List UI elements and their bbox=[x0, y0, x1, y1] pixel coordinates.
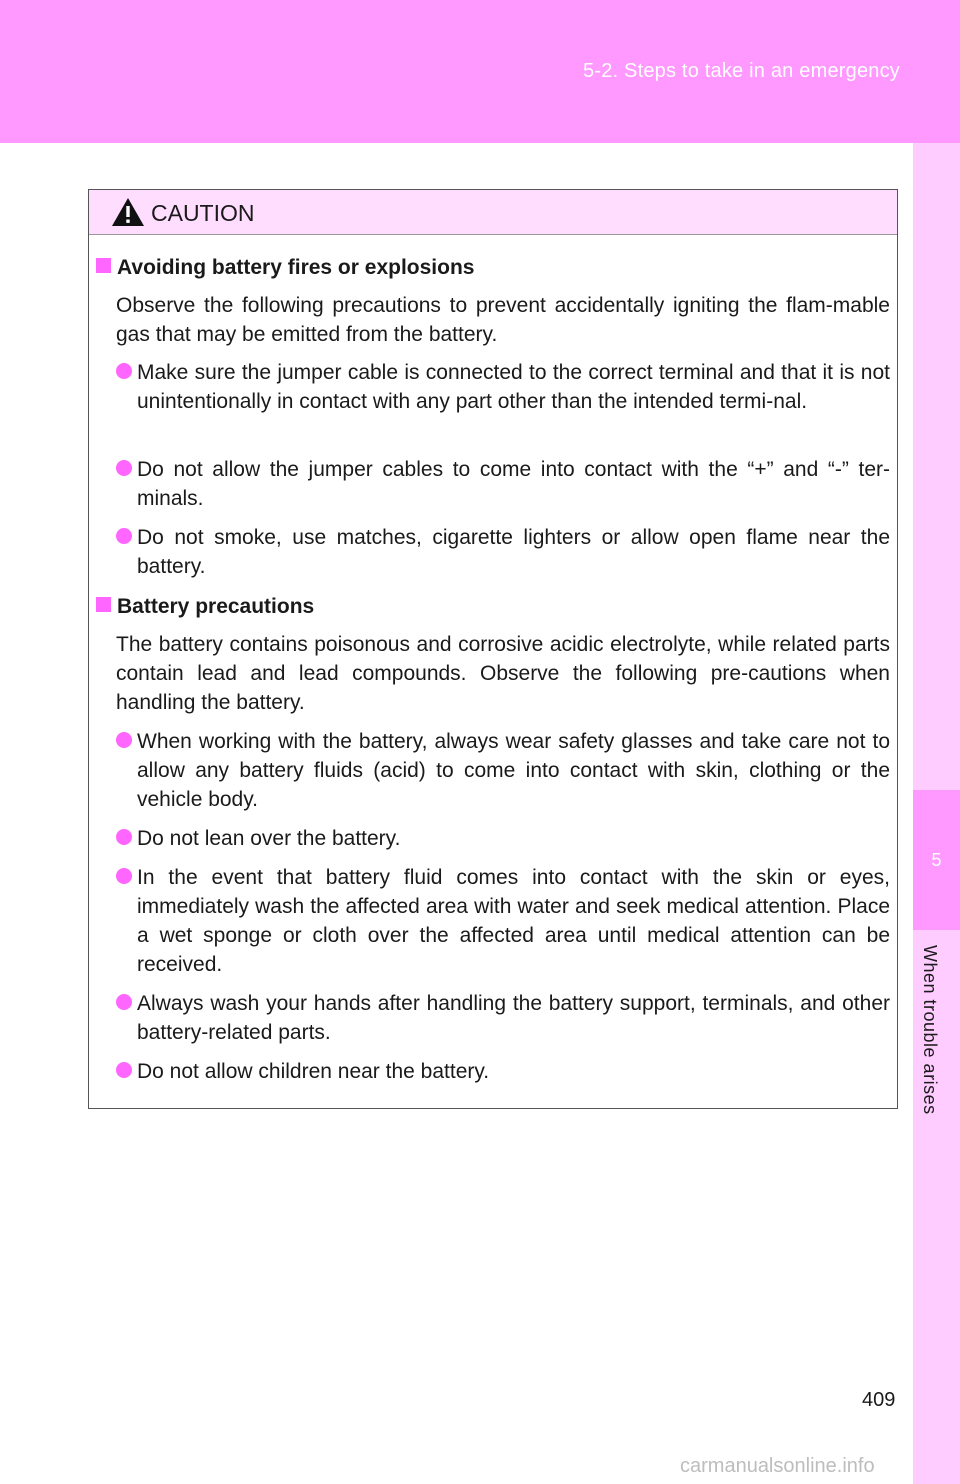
list-item: When working with the battery, always wear safety glasses and take care not to allow any battery fluids (acid) to come into contact with skin, clothing or the vehicle body. bbox=[116, 727, 890, 814]
watermark: carmanualsonline.info bbox=[680, 1455, 875, 1477]
bullet-dot-icon bbox=[116, 868, 132, 884]
bullet-dot-icon bbox=[116, 528, 132, 544]
page-number: 409 bbox=[862, 1389, 896, 1411]
list-item: Always wash your hands after handling the battery support, terminals, and other battery-related parts. bbox=[116, 989, 890, 1047]
caution-title: CAUTION bbox=[151, 200, 255, 226]
bullet-dot-icon bbox=[116, 732, 132, 748]
list-item: Do not allow the jumper cables to come into contact with the “+” and “-” ter-minals. bbox=[116, 455, 890, 513]
list-item: Do not lean over the battery. bbox=[116, 824, 890, 853]
square-bullet-icon bbox=[96, 597, 111, 612]
list-item: Make sure the jumper cable is connected to the correct terminal and that it is not unintentionally in contact with any part other than the intended termi-nal. bbox=[116, 358, 890, 416]
list-item: Do not allow children near the battery. bbox=[116, 1057, 890, 1086]
bullet-dot-icon bbox=[116, 460, 132, 476]
bullet-dot-icon bbox=[116, 363, 132, 379]
caution-header bbox=[89, 190, 897, 235]
chapter-label: When trouble arises bbox=[920, 945, 940, 1115]
square-bullet-icon bbox=[96, 258, 111, 273]
section-heading: Battery precautions bbox=[96, 595, 314, 619]
bullet-dot-icon bbox=[116, 994, 132, 1010]
bullet-dot-icon bbox=[116, 829, 132, 845]
warning-triangle-icon bbox=[111, 197, 145, 227]
caution-box bbox=[88, 189, 898, 1109]
bullet-dot-icon bbox=[116, 1062, 132, 1078]
page-header bbox=[0, 0, 960, 143]
section-intro: Observe the following precautions to prevent accidentally igniting the flam-mable gas that may be emitted from the battery. bbox=[116, 294, 890, 346]
chapter-number-tab: 5 bbox=[913, 790, 960, 930]
section-intro: The battery contains poisonous and corrosive acidic electrolyte, while related parts contain lead and lead compounds. Observe the following pre-cautions when handling the battery. bbox=[116, 633, 890, 714]
list-item: Do not smoke, use matches, cigarette lighters or allow open flame near the battery. bbox=[116, 523, 890, 581]
section-title: 5-2. Steps to take in an emergency bbox=[583, 60, 900, 82]
list-item: In the event that battery fluid comes into contact with the skin or eyes, immediately wash the affected area with water and seek medical attention. Place a wet sponge or cloth over the affected area until medical attention can be received. bbox=[116, 863, 890, 979]
section-heading: Avoiding battery fires or explosions bbox=[96, 256, 474, 280]
